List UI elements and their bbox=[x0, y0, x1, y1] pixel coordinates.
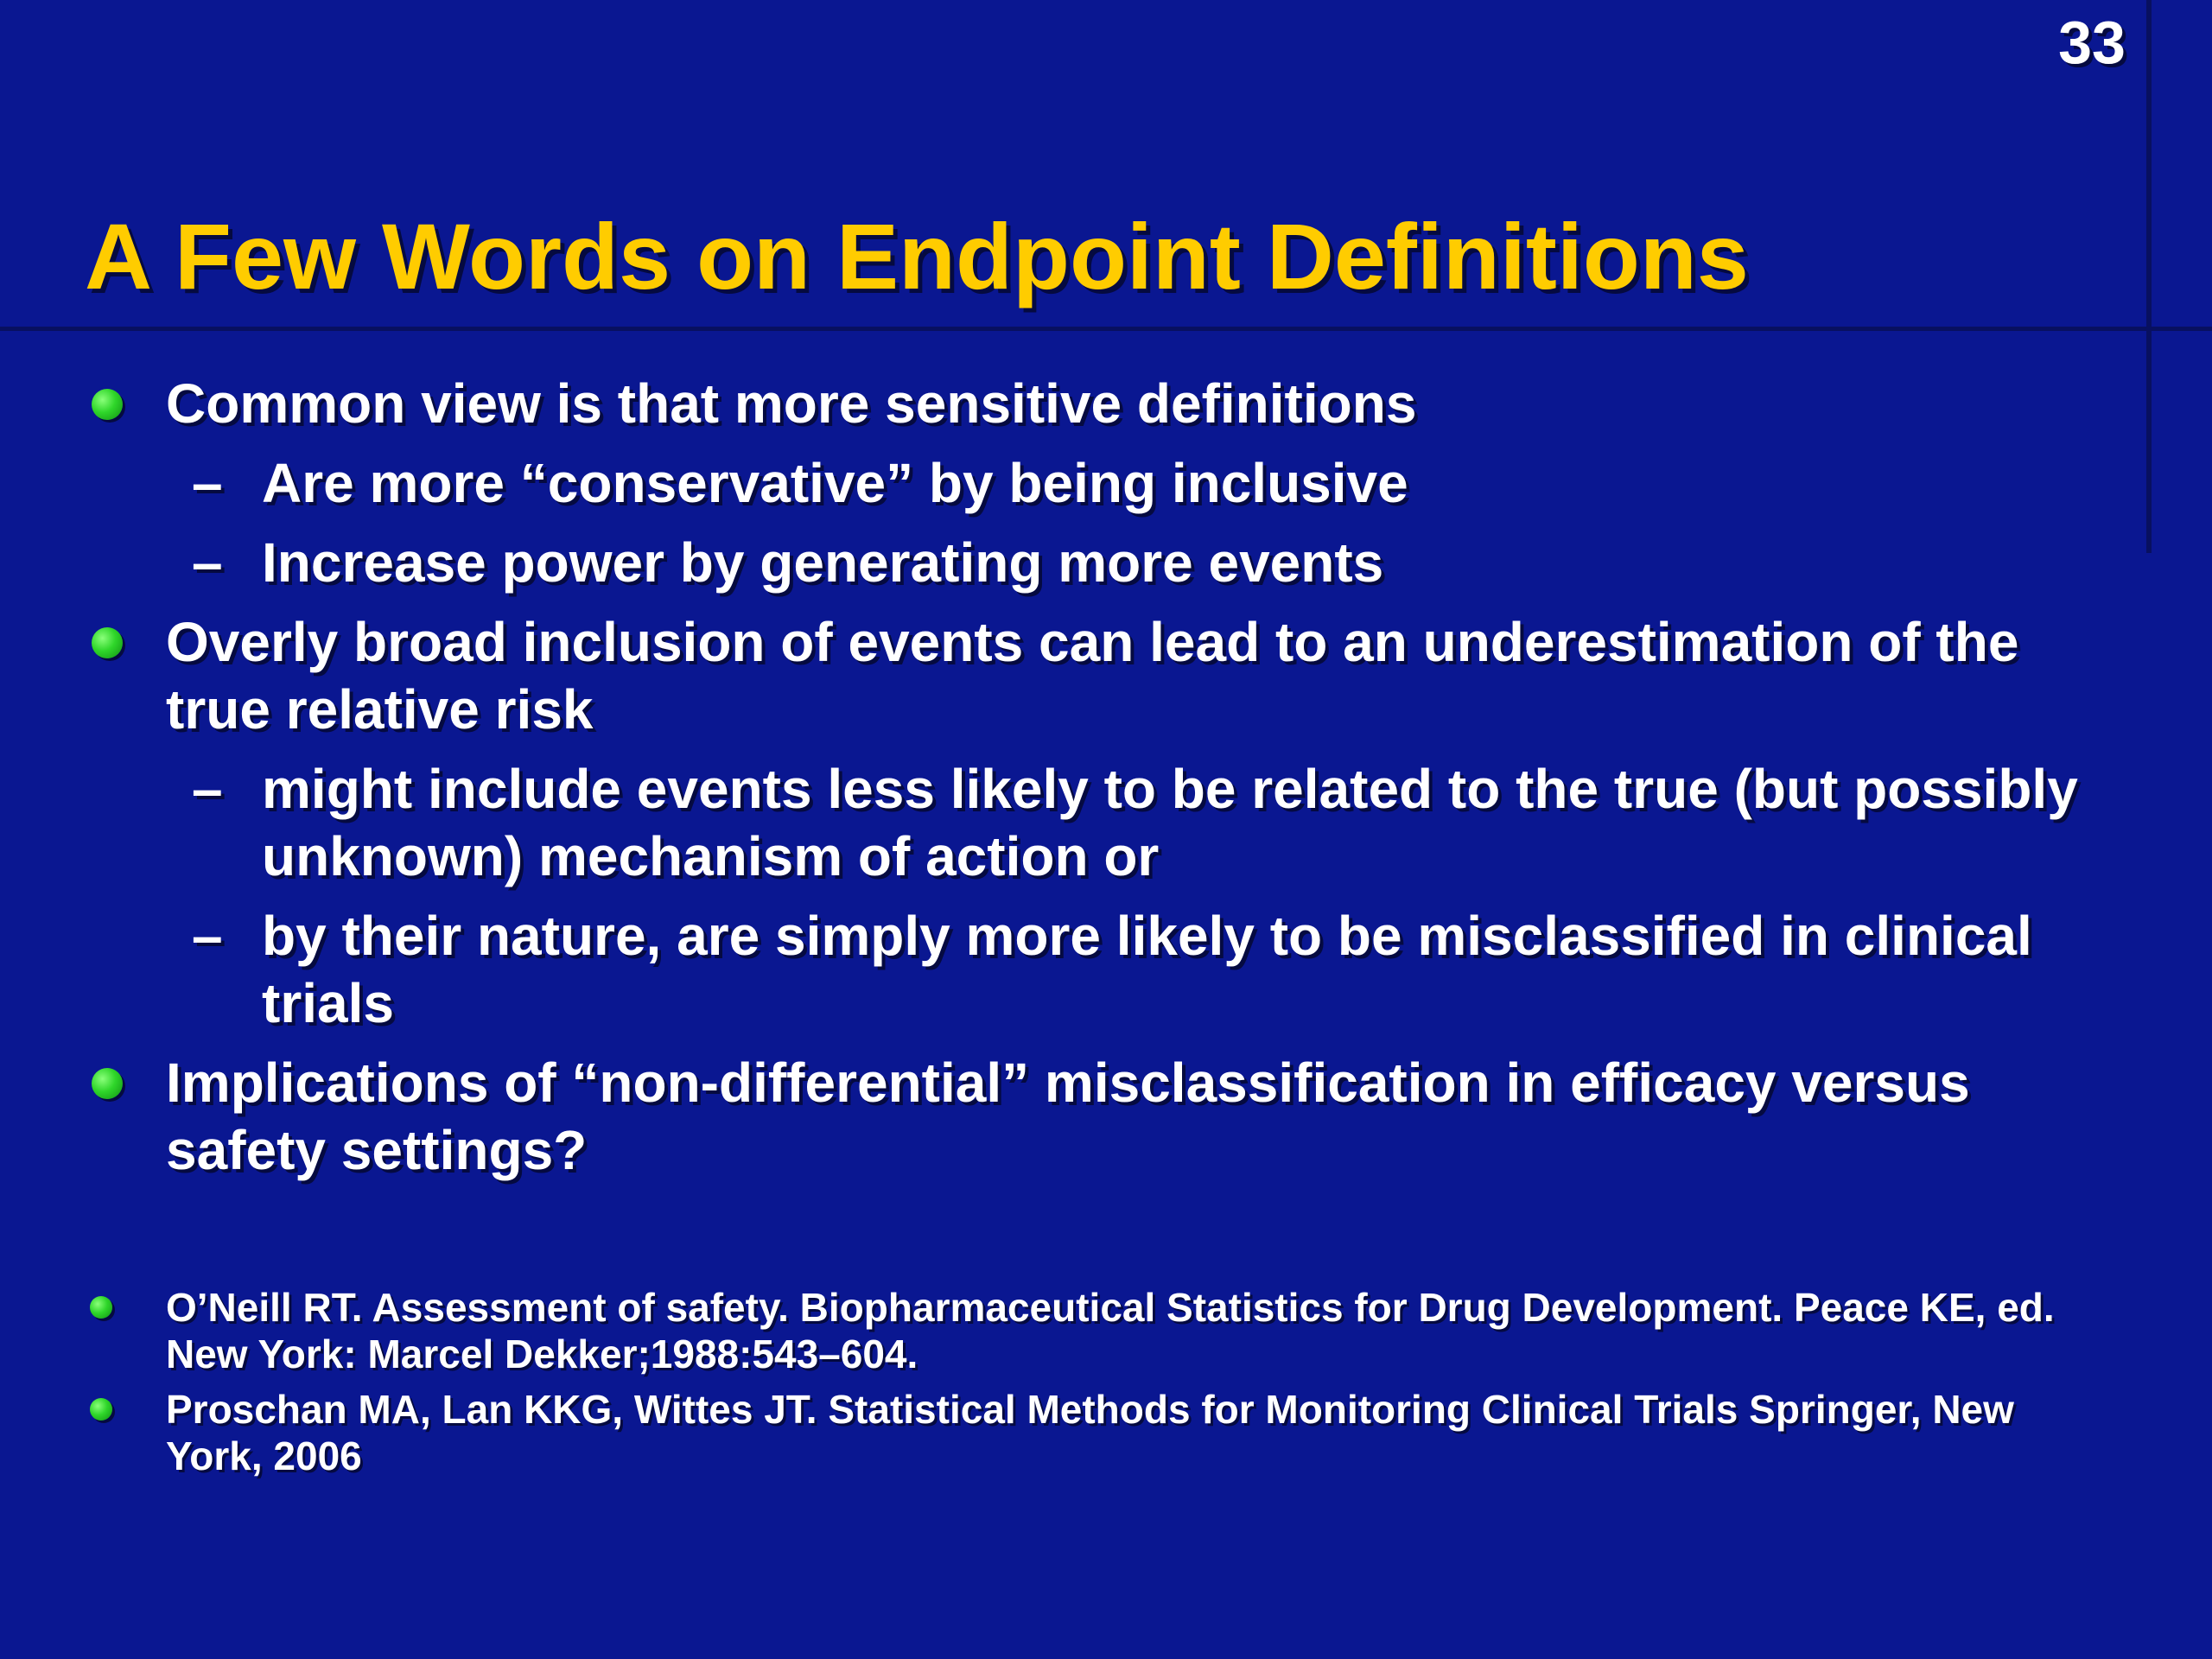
sub-bullet-text: by their nature, are simply more likely to be misclassified in clinical trials bbox=[262, 905, 2032, 1034]
slide-title: A Few Words on Endpoint Definitions bbox=[85, 204, 1749, 308]
bullet-item bbox=[0, 370, 2101, 437]
dash-icon: – bbox=[192, 758, 223, 820]
dash-icon: – bbox=[192, 531, 223, 594]
slide-number: 33 bbox=[2058, 9, 2126, 76]
dash-icon: – bbox=[192, 905, 223, 967]
sub-bullet-item bbox=[0, 755, 2102, 890]
bullet-text: Overly broad inclusion of events can lead to an underestimation of the true relative risk bbox=[166, 611, 2019, 741]
reference-text: Proschan MA, Lan KKG, Wittes JT. Statistical Methods for Monitoring Clinical Trials Springer, New York, 2006 bbox=[166, 1387, 2014, 1478]
reference-text: O’Neill RT. Assessment of safety. Biopharmaceutical Statistics for Drug Development. Peace KE, ed. New York: Marcel Dekker;1988:543–604. bbox=[166, 1285, 2055, 1376]
sub-bullet-text: might include events less likely to be related to the true (but possibly unknown) mechanism of action or bbox=[262, 758, 2078, 887]
sub-bullet-item bbox=[0, 902, 2102, 1037]
title-divider bbox=[0, 327, 2212, 331]
bullet-text: Implications of “non-differential” misclassification in efficacy versus safety settings? bbox=[166, 1052, 1970, 1181]
bullet-list bbox=[0, 370, 2143, 1196]
bullet-item bbox=[0, 1049, 2101, 1184]
references-list bbox=[0, 1284, 2143, 1488]
green-bullet-icon bbox=[92, 627, 123, 658]
sub-bullet-item bbox=[0, 529, 2102, 596]
sub-bullet-text: Increase power by generating more events bbox=[262, 531, 1384, 594]
green-bullet-icon bbox=[90, 1398, 112, 1421]
bullet-item bbox=[0, 608, 2101, 743]
bullet-text: Common view is that more sensitive definitions bbox=[166, 372, 1417, 435]
reference-item bbox=[0, 1284, 2084, 1377]
green-bullet-icon bbox=[92, 389, 123, 420]
sub-bullet-text: Are more “conservative” by being inclusive bbox=[262, 452, 1408, 514]
green-bullet-icon bbox=[90, 1296, 112, 1319]
vertical-divider bbox=[2146, 0, 2152, 553]
dash-icon: – bbox=[192, 452, 223, 514]
green-bullet-icon bbox=[92, 1068, 123, 1099]
reference-item bbox=[0, 1386, 2084, 1479]
sub-bullet-item bbox=[0, 449, 2102, 517]
